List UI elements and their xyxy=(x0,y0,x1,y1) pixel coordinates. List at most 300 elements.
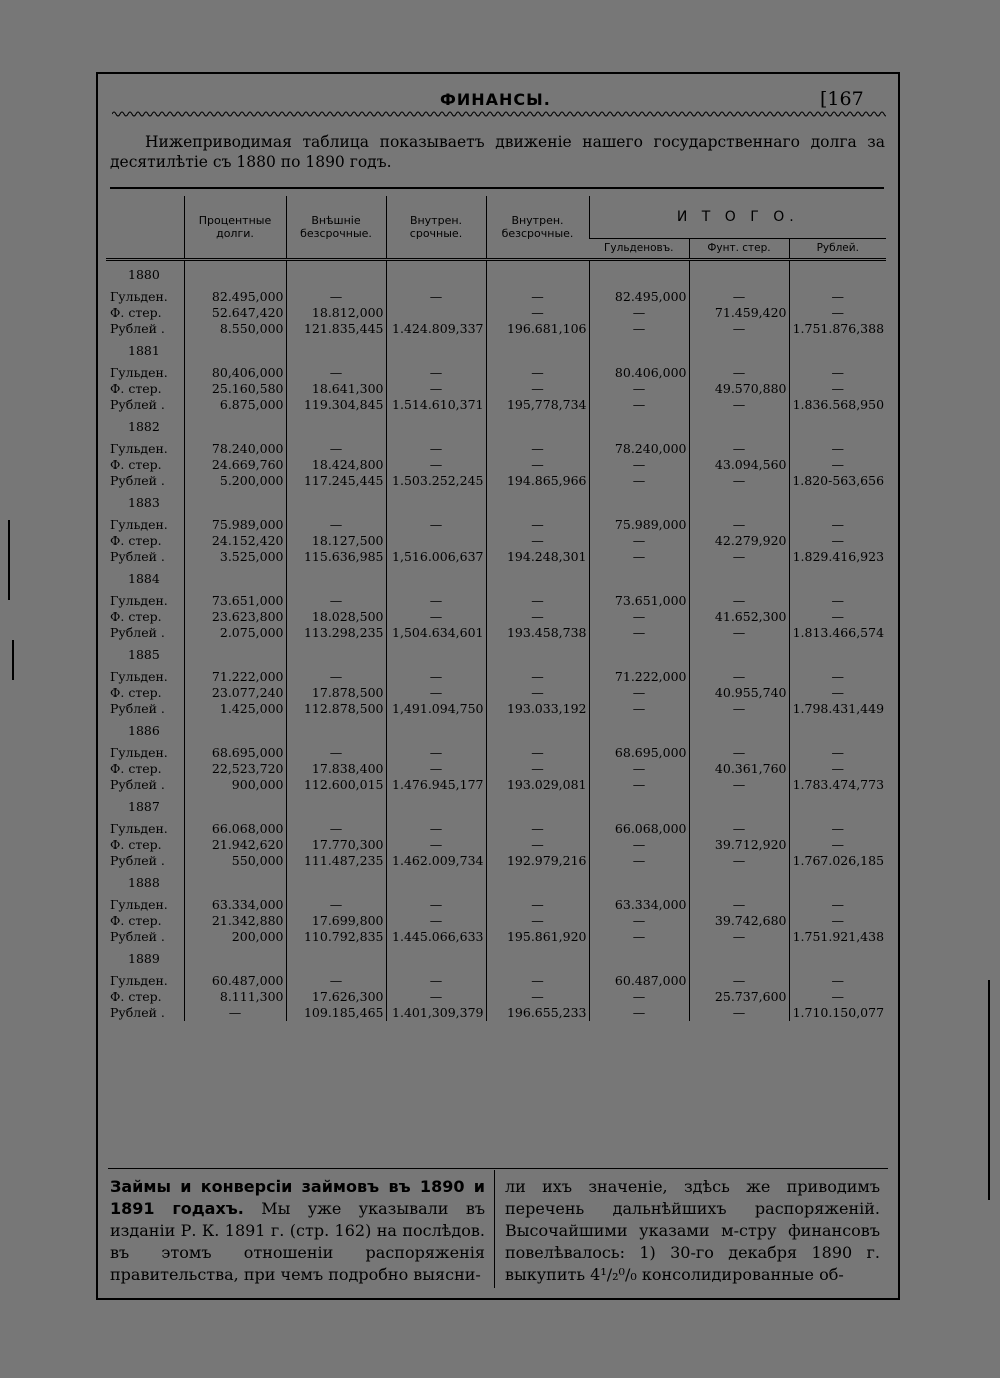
table-cell-empty xyxy=(286,489,386,517)
table-cell: — xyxy=(486,441,589,457)
table-cell xyxy=(386,533,486,549)
year-row xyxy=(106,945,886,973)
table-cell: — xyxy=(386,913,486,929)
row-label: Ф. стер. xyxy=(110,837,162,852)
table-cell: 900,000 xyxy=(184,777,286,793)
table-cell: 112.600,015 xyxy=(286,777,386,793)
table-cell: — xyxy=(689,1005,789,1021)
table-cell-empty xyxy=(286,945,386,973)
table-cell: 17.838,400 xyxy=(286,761,386,777)
row-label: Гульден. xyxy=(110,517,168,532)
table-cell: 80.406,000 xyxy=(589,365,689,381)
table-cell: 24.152,420 xyxy=(184,533,286,549)
table-cell: — xyxy=(789,457,886,473)
table-cell: — xyxy=(789,913,886,929)
year-row xyxy=(106,337,886,365)
row-rubles xyxy=(106,321,886,337)
debt-table xyxy=(106,196,886,1021)
table-cell: — xyxy=(789,441,886,457)
table-cell-empty xyxy=(589,945,689,973)
table-cell: — xyxy=(789,669,886,685)
table-cell: — xyxy=(486,305,589,321)
table-cell: 17.699,800 xyxy=(286,913,386,929)
debt-table-container xyxy=(106,196,888,1166)
table-cell: — xyxy=(486,593,589,609)
table-cell: — xyxy=(286,517,386,533)
table-cell: — xyxy=(589,321,689,337)
table-cell-empty xyxy=(386,945,486,973)
table-cell-empty xyxy=(689,565,789,593)
row-label: Рублей . xyxy=(110,473,165,488)
table-cell-empty xyxy=(386,717,486,745)
table-cell: — xyxy=(589,761,689,777)
table-cell: 2.075,000 xyxy=(184,625,286,641)
debt-table-body xyxy=(106,260,886,1022)
table-cell: — xyxy=(789,289,886,305)
table-cell: 25.737,600 xyxy=(689,989,789,1005)
row-pounds xyxy=(106,305,886,321)
row-label: Ф. стер. xyxy=(110,685,162,700)
table-cell-empty xyxy=(689,945,789,973)
row-guldens xyxy=(106,669,886,685)
table-cell: 192.979,216 xyxy=(486,853,589,869)
row-label: Рублей . xyxy=(110,853,165,868)
table-cell: — xyxy=(486,669,589,685)
table-cell: — xyxy=(386,745,486,761)
table-cell: — xyxy=(386,609,486,625)
table-cell: — xyxy=(486,837,589,853)
table-cell: 200,000 xyxy=(184,929,286,945)
table-cell-empty xyxy=(689,793,789,821)
table-cell: — xyxy=(789,517,886,533)
table-cell-empty xyxy=(286,793,386,821)
year-label: 1888 xyxy=(128,875,160,890)
table-cell-empty xyxy=(486,793,589,821)
table-cell: — xyxy=(689,397,789,413)
table-cell-empty xyxy=(789,565,886,593)
table-cell: — xyxy=(589,701,689,717)
table-cell: 1.751.876,388 xyxy=(789,321,886,337)
table-cell: 71.459,420 xyxy=(689,305,789,321)
table-cell: — xyxy=(689,897,789,913)
table-cell: — xyxy=(789,593,886,609)
table-cell: 18.641,300 xyxy=(286,381,386,397)
table-cell-empty xyxy=(386,565,486,593)
table-cell: 41.652,300 xyxy=(689,609,789,625)
table-cell: — xyxy=(386,669,486,685)
table-cell: — xyxy=(486,821,589,837)
row-guldens xyxy=(106,517,886,533)
table-cell: 109.185,465 xyxy=(286,1005,386,1021)
table-cell-empty xyxy=(589,641,689,669)
table-cell-empty xyxy=(789,793,886,821)
table-cell: 8.111,300 xyxy=(184,989,286,1005)
table-cell: — xyxy=(789,761,886,777)
table-cell: 1.783.474,773 xyxy=(789,777,886,793)
table-cell: 1,516.006,637 xyxy=(386,549,486,565)
page-number: [167 xyxy=(820,88,864,110)
table-cell: 75.989,000 xyxy=(184,517,286,533)
table-cell: 52.647,420 xyxy=(184,305,286,321)
table-cell: — xyxy=(689,669,789,685)
row-guldens xyxy=(106,441,886,457)
table-cell: 1.813.466,574 xyxy=(789,625,886,641)
row-label: Ф. стер. xyxy=(110,533,162,548)
row-label: Гульден. xyxy=(110,745,168,760)
table-cell: — xyxy=(589,381,689,397)
table-cell-empty xyxy=(286,337,386,365)
table-cell-empty xyxy=(789,260,886,290)
table-cell-empty xyxy=(789,413,886,441)
table-cell: 1.503.252,245 xyxy=(386,473,486,489)
table-cell-empty xyxy=(184,869,286,897)
table-cell: — xyxy=(689,625,789,641)
table-cell: 6.875,000 xyxy=(184,397,286,413)
row-pounds xyxy=(106,913,886,929)
table-cell: — xyxy=(486,913,589,929)
row-label: Ф. стер. xyxy=(110,761,162,776)
table-cell xyxy=(386,305,486,321)
table-cell: 18.812,000 xyxy=(286,305,386,321)
table-cell: 18.127,500 xyxy=(286,533,386,549)
table-cell: 17.770,300 xyxy=(286,837,386,853)
table-cell: — xyxy=(286,365,386,381)
table-cell: — xyxy=(386,897,486,913)
year-label: 1887 xyxy=(128,799,160,814)
table-cell-empty xyxy=(689,641,789,669)
row-label: Ф. стер. xyxy=(110,381,162,396)
table-cell: 550,000 xyxy=(184,853,286,869)
table-cell: — xyxy=(286,973,386,989)
table-cell-empty xyxy=(589,565,689,593)
table-cell: 49.570,880 xyxy=(689,381,789,397)
table-cell-empty xyxy=(184,641,286,669)
table-cell: 1.829.416,923 xyxy=(789,549,886,565)
row-guldens xyxy=(106,365,886,381)
header-external-perpetual: Внѣшніе безсрочные. xyxy=(286,196,386,260)
table-cell: 1,504.634,601 xyxy=(386,625,486,641)
table-cell: — xyxy=(589,625,689,641)
table-cell: 193.458,738 xyxy=(486,625,589,641)
table-cell: — xyxy=(589,853,689,869)
table-cell-empty xyxy=(789,337,886,365)
row-label: Ф. стер. xyxy=(110,305,162,320)
table-cell: — xyxy=(589,397,689,413)
table-cell: 71.222,000 xyxy=(589,669,689,685)
header-itogo-pounds: Фунт. стер. xyxy=(689,239,789,260)
table-cell: 5.200,000 xyxy=(184,473,286,489)
row-guldens xyxy=(106,897,886,913)
row-rubles xyxy=(106,929,886,945)
table-cell-empty xyxy=(589,793,689,821)
table-cell-empty xyxy=(789,641,886,669)
table-cell: — xyxy=(286,593,386,609)
table-cell-empty xyxy=(184,489,286,517)
table-cell: — xyxy=(486,381,589,397)
year-row xyxy=(106,413,886,441)
table-cell: — xyxy=(589,777,689,793)
table-cell: 23.077,240 xyxy=(184,685,286,701)
table-cell: — xyxy=(486,609,589,625)
table-cell-empty xyxy=(589,869,689,897)
table-cell: 110.792,835 xyxy=(286,929,386,945)
table-cell: — xyxy=(689,701,789,717)
table-cell: — xyxy=(789,533,886,549)
table-cell-empty xyxy=(486,945,589,973)
row-guldens xyxy=(106,745,886,761)
table-cell: — xyxy=(589,837,689,853)
table-cell: — xyxy=(386,441,486,457)
row-pounds xyxy=(106,989,886,1005)
table-cell: — xyxy=(486,365,589,381)
table-cell: 60.487,000 xyxy=(184,973,286,989)
row-label: Рублей . xyxy=(110,929,165,944)
table-cell: — xyxy=(286,289,386,305)
table-cell-empty xyxy=(486,260,589,290)
table-cell: 1,491.094,750 xyxy=(386,701,486,717)
intro-paragraph: Нижеприводимая таблица показываетъ движеніе нашего государственнаго долга за десятилѣтіе съ 1880 по 1890 годъ. xyxy=(110,133,885,171)
row-label: Рублей . xyxy=(110,1005,165,1020)
row-label: Рублей . xyxy=(110,321,165,336)
year-row xyxy=(106,717,886,745)
row-label: Гульден. xyxy=(110,821,168,836)
table-cell: — xyxy=(286,745,386,761)
table-cell: — xyxy=(789,745,886,761)
year-label: 1880 xyxy=(128,267,160,282)
row-rubles xyxy=(106,853,886,869)
table-cell: 1.445.066,633 xyxy=(386,929,486,945)
column-divider xyxy=(494,1170,495,1288)
row-label: Гульден. xyxy=(110,365,168,380)
year-label: 1889 xyxy=(128,951,160,966)
table-cell: 113.298,235 xyxy=(286,625,386,641)
text-column-left xyxy=(110,1176,485,1286)
table-cell: — xyxy=(689,853,789,869)
table-cell: — xyxy=(486,761,589,777)
table-cell: 22,523,720 xyxy=(184,761,286,777)
table-cell: — xyxy=(386,289,486,305)
row-label: Ф. стер. xyxy=(110,913,162,928)
text-left-body: Мы уже указывали въ изданіи Р. К. 1891 г. (стр. 162) на послѣдов. въ этомъ отношеніи распоряженія правительства, при чемъ подробно выясни- xyxy=(110,1199,486,1284)
row-rubles xyxy=(106,1005,886,1021)
table-cell: — xyxy=(589,457,689,473)
table-cell-empty xyxy=(286,565,386,593)
table-cell: 75.989,000 xyxy=(589,517,689,533)
table-cell: — xyxy=(789,973,886,989)
table-cell: 21.342,880 xyxy=(184,913,286,929)
table-cell: 82.495,000 xyxy=(589,289,689,305)
table-cell: — xyxy=(386,761,486,777)
table-cell: — xyxy=(789,897,886,913)
table-cell-empty xyxy=(486,337,589,365)
table-cell: 71.222,000 xyxy=(184,669,286,685)
margin-mark xyxy=(12,640,14,680)
table-cell-empty xyxy=(184,337,286,365)
margin-mark xyxy=(8,520,10,600)
row-label: Рублей . xyxy=(110,625,165,640)
table-cell: 1.836.568,950 xyxy=(789,397,886,413)
table-cell: — xyxy=(486,745,589,761)
table-cell: 24.669,760 xyxy=(184,457,286,473)
table-cell: — xyxy=(689,321,789,337)
table-cell-empty xyxy=(184,793,286,821)
table-cell: 68.695,000 xyxy=(184,745,286,761)
table-cell: 17.878,500 xyxy=(286,685,386,701)
table-cell-empty xyxy=(386,869,486,897)
table-cell: 66.068,000 xyxy=(184,821,286,837)
table-cell: 40.955,740 xyxy=(689,685,789,701)
year-row xyxy=(106,260,886,290)
row-label: Рублей . xyxy=(110,549,165,564)
year-row xyxy=(106,565,886,593)
year-label: 1883 xyxy=(128,495,160,510)
table-cell: — xyxy=(689,777,789,793)
table-cell: 1.767.026,185 xyxy=(789,853,886,869)
table-cell: 1.476.945,177 xyxy=(386,777,486,793)
row-pounds xyxy=(106,609,886,625)
row-rubles xyxy=(106,701,886,717)
row-pounds xyxy=(106,457,886,473)
page-header-title: ФИНАНСЫ. xyxy=(440,90,551,109)
year-row xyxy=(106,793,886,821)
table-cell-empty xyxy=(689,489,789,517)
table-cell: 196.655,233 xyxy=(486,1005,589,1021)
table-cell-empty xyxy=(184,945,286,973)
table-cell: 78.240,000 xyxy=(184,441,286,457)
table-cell: — xyxy=(689,745,789,761)
table-cell-empty xyxy=(689,869,789,897)
table-cell-empty xyxy=(486,565,589,593)
table-cell: 40.361,760 xyxy=(689,761,789,777)
row-rubles xyxy=(106,473,886,489)
table-cell: 111.487,235 xyxy=(286,853,386,869)
table-cell: — xyxy=(589,929,689,945)
row-guldens xyxy=(106,593,886,609)
table-cell: — xyxy=(789,685,886,701)
table-cell: — xyxy=(789,989,886,1005)
table-cell: 63.334,000 xyxy=(589,897,689,913)
table-cell: — xyxy=(789,381,886,397)
table-cell: — xyxy=(286,897,386,913)
table-cell-empty xyxy=(589,413,689,441)
table-top-rule xyxy=(110,187,884,189)
row-label: Ф. стер. xyxy=(110,989,162,1004)
table-cell: 78.240,000 xyxy=(589,441,689,457)
table-cell: 121.835,445 xyxy=(286,321,386,337)
row-label: Гульден. xyxy=(110,669,168,684)
year-label: 1886 xyxy=(128,723,160,738)
header-itogo: И Т О Г О. xyxy=(589,196,886,239)
table-cell: 195.861,920 xyxy=(486,929,589,945)
table-cell: — xyxy=(789,365,886,381)
year-row xyxy=(106,489,886,517)
table-cell-empty xyxy=(689,717,789,745)
year-label: 1885 xyxy=(128,647,160,662)
table-cell: — xyxy=(486,989,589,1005)
table-cell-empty xyxy=(184,413,286,441)
table-cell-empty xyxy=(386,413,486,441)
table-cell: 17.626,300 xyxy=(286,989,386,1005)
row-rubles xyxy=(106,549,886,565)
table-cell: 63.334,000 xyxy=(184,897,286,913)
table-cell: — xyxy=(486,517,589,533)
table-cell-empty xyxy=(789,945,886,973)
table-cell: — xyxy=(386,593,486,609)
table-cell-empty xyxy=(486,869,589,897)
table-cell: 1.401,309,379 xyxy=(386,1005,486,1021)
table-cell-empty xyxy=(789,869,886,897)
table-cell: 195,778,734 xyxy=(486,397,589,413)
table-cell: 18.028,500 xyxy=(286,609,386,625)
table-cell: 80,406,000 xyxy=(184,365,286,381)
table-cell: — xyxy=(689,929,789,945)
table-cell: — xyxy=(386,989,486,1005)
table-cell-empty xyxy=(286,641,386,669)
row-pounds xyxy=(106,837,886,853)
table-cell: — xyxy=(286,441,386,457)
table-cell: 1.710.150,077 xyxy=(789,1005,886,1021)
table-cell: 119.304,845 xyxy=(286,397,386,413)
table-cell: — xyxy=(589,549,689,565)
header-internal-term: Внутрен. срочные. xyxy=(386,196,486,260)
table-cell: — xyxy=(486,973,589,989)
table-cell-empty xyxy=(286,869,386,897)
header-itogo-guldens: Гульденовъ. xyxy=(589,239,689,260)
table-cell: 18.424,800 xyxy=(286,457,386,473)
table-cell: — xyxy=(386,837,486,853)
table-cell-empty xyxy=(386,489,486,517)
header-internal-perpetual: Внутрен. безсрочные. xyxy=(486,196,589,260)
table-cell-empty xyxy=(589,717,689,745)
table-cell: — xyxy=(286,821,386,837)
row-pounds xyxy=(106,761,886,777)
table-cell-empty xyxy=(184,565,286,593)
row-label: Рублей . xyxy=(110,701,165,716)
row-label: Гульден. xyxy=(110,593,168,608)
row-label: Гульден. xyxy=(110,289,168,304)
table-cell-empty xyxy=(386,260,486,290)
table-cell: 1.514.610,371 xyxy=(386,397,486,413)
table-cell: 1.751.921,438 xyxy=(789,929,886,945)
table-cell: — xyxy=(589,685,689,701)
table-cell: — xyxy=(589,989,689,1005)
table-cell: 1.820-563,656 xyxy=(789,473,886,489)
table-cell: 21.942,620 xyxy=(184,837,286,853)
table-cell: 193.029,081 xyxy=(486,777,589,793)
table-cell: — xyxy=(386,381,486,397)
table-cell: — xyxy=(689,549,789,565)
table-cell: — xyxy=(689,473,789,489)
table-cell: — xyxy=(689,441,789,457)
table-cell-empty xyxy=(286,260,386,290)
year-label: 1884 xyxy=(128,571,160,586)
margin-mark xyxy=(988,980,990,1200)
table-cell-empty xyxy=(589,337,689,365)
row-guldens xyxy=(106,821,886,837)
text-column-right: ли ихъ значеніе, здѣсь же приводимъ перечень дальнѣйшихъ распоряженій. Высочайшими указами м-стру финансовъ повелѣвалось: 1) 30-го декабря 1890 г. выкупить 4¹/₂⁰/₀ консолидированные об- xyxy=(505,1177,880,1284)
row-label: Гульден. xyxy=(110,973,168,988)
table-cell: — xyxy=(386,973,486,989)
row-guldens xyxy=(106,973,886,989)
table-cell-empty xyxy=(689,413,789,441)
table-cell: 43.094,560 xyxy=(689,457,789,473)
table-cell: — xyxy=(789,609,886,625)
table-cell: 194.248,301 xyxy=(486,549,589,565)
table-cell: 194.865,966 xyxy=(486,473,589,489)
row-pounds xyxy=(106,685,886,701)
table-cell-empty xyxy=(286,717,386,745)
table-cell: 39.742,680 xyxy=(689,913,789,929)
